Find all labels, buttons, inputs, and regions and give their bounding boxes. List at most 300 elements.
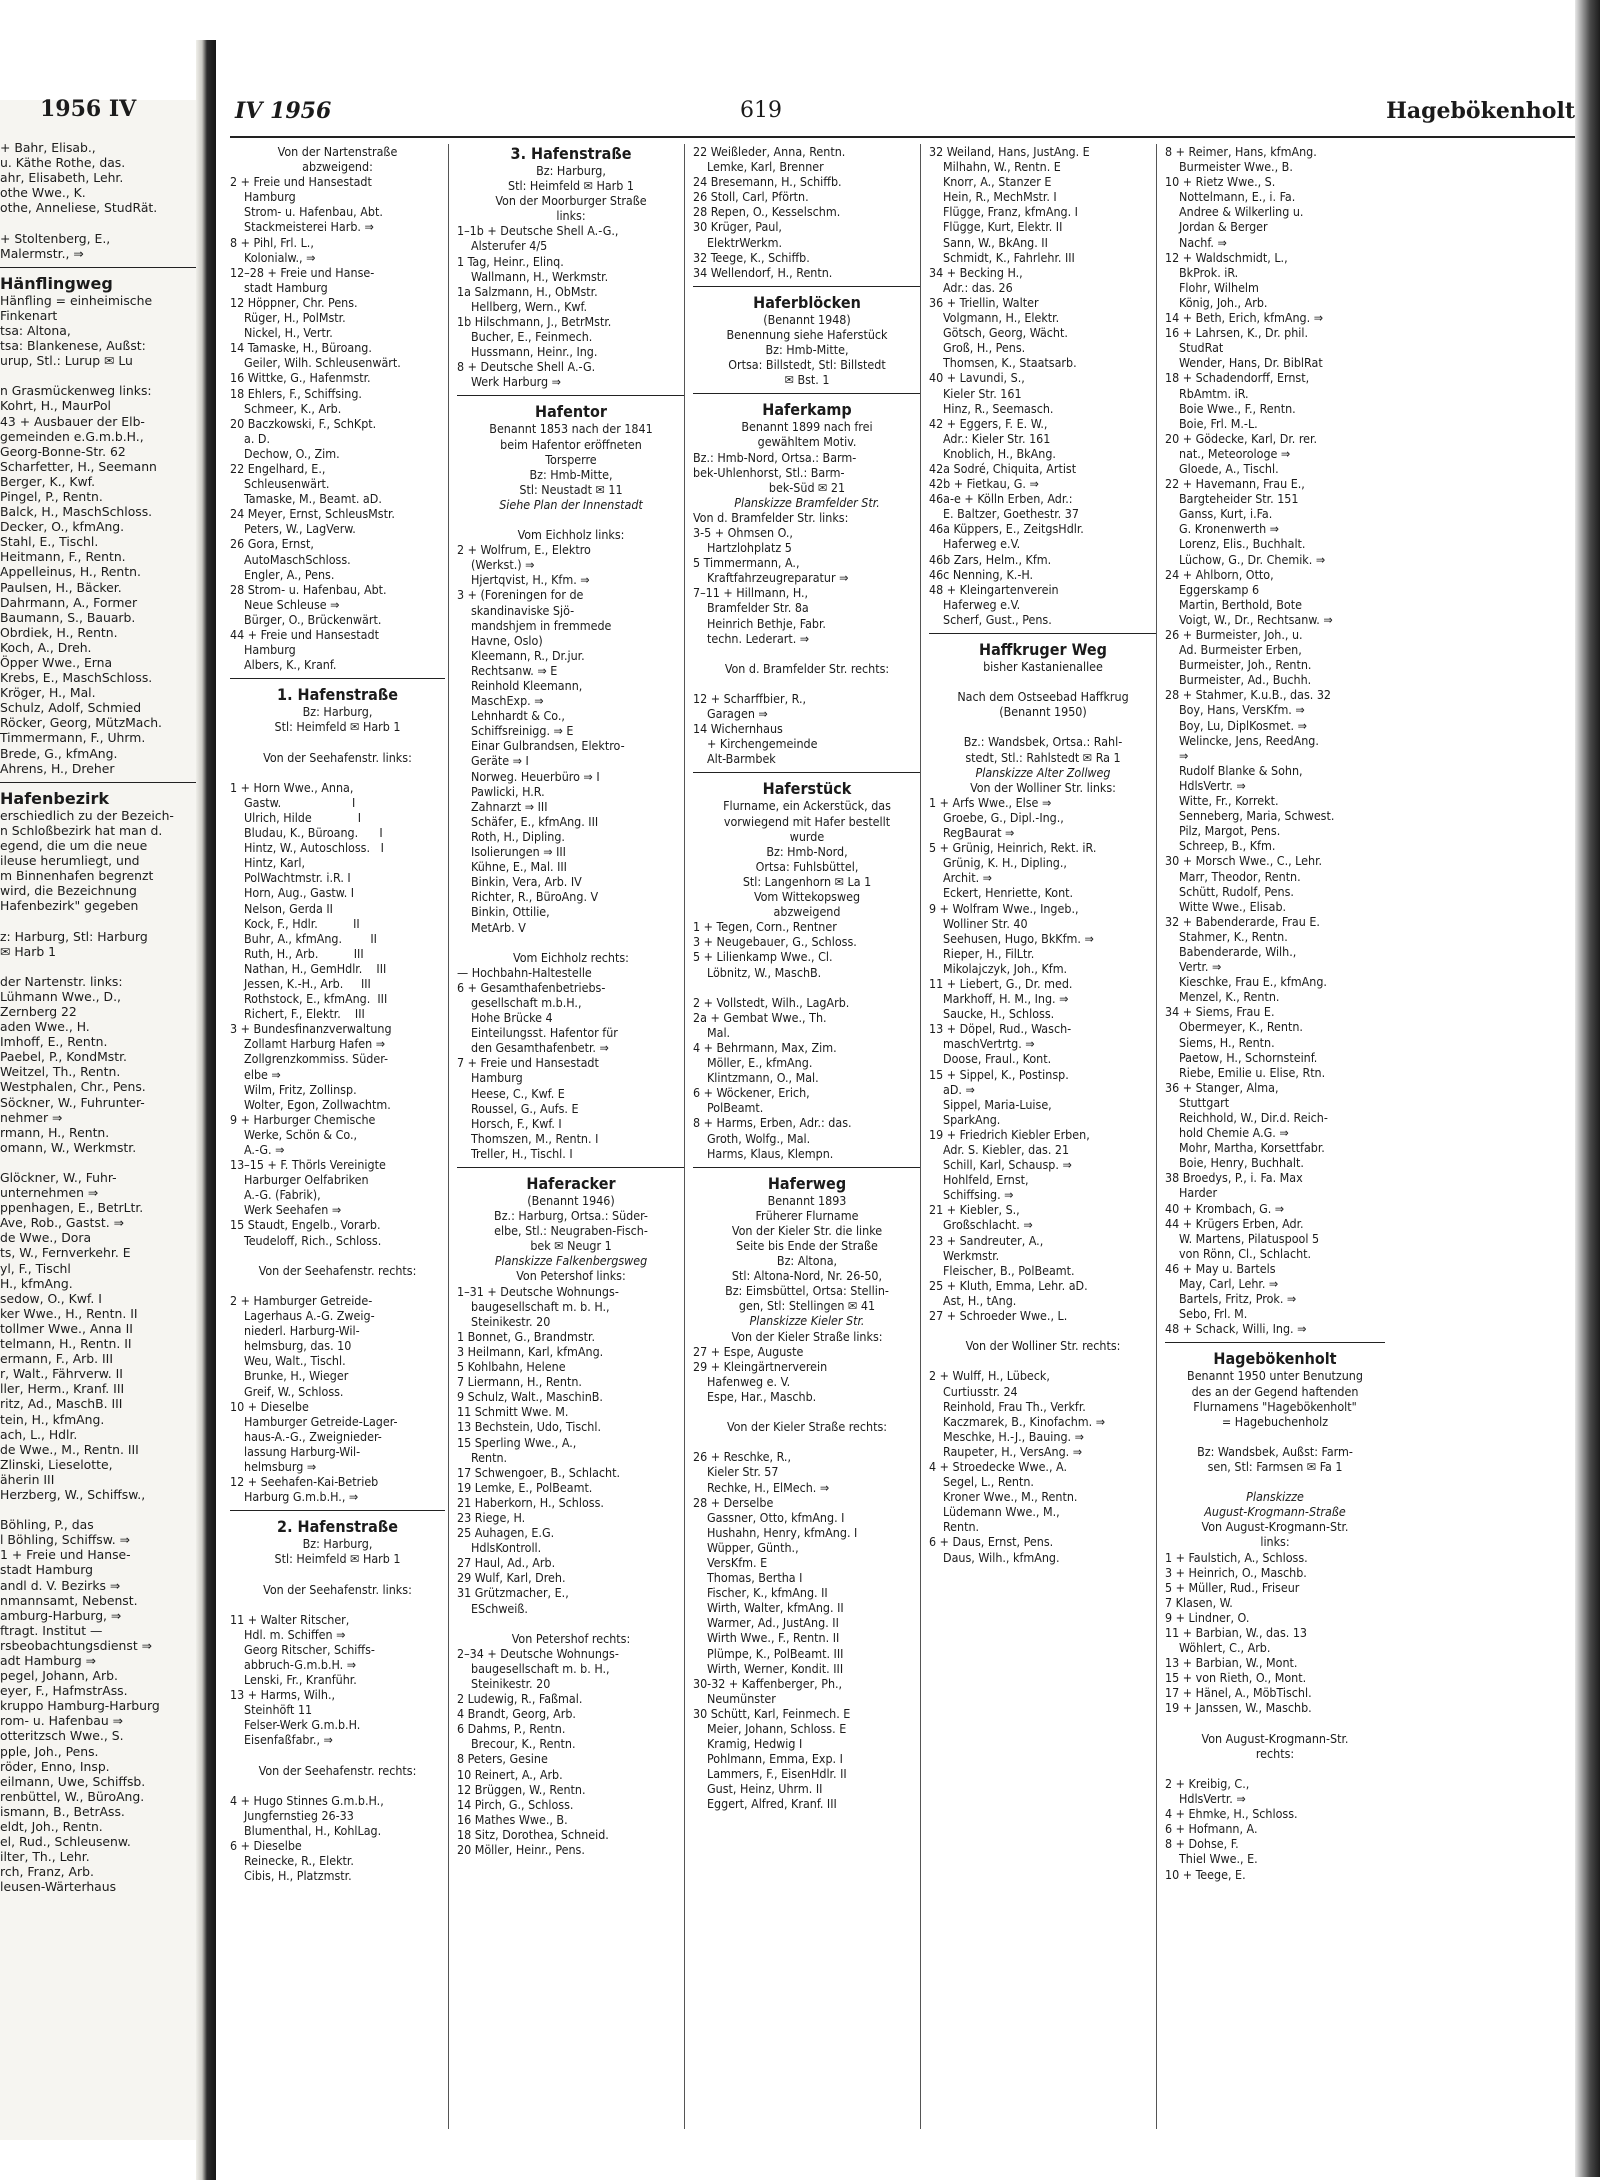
resident-line: Rentn.: [943, 1519, 980, 1535]
resident-line: Schreep, B., Kfm.: [1179, 838, 1276, 854]
resident-line: Alt-Barmbek: [707, 751, 776, 767]
resident-line: Wirth, Werner, Kondit. III: [707, 1660, 844, 1676]
entry-line: Zernberg 22: [0, 1003, 77, 1019]
column-3: [684, 144, 921, 2129]
resident-line: Nickel, H., Vertr.: [244, 325, 333, 341]
entry-line: 16 + Lahrsen, K., Dr. phil.: [1165, 325, 1309, 341]
street-note: bek-Süd ✉ 21: [768, 479, 846, 495]
resident-line: Adr. S. Kiebler, das. 21: [943, 1142, 1070, 1157]
resident-line: Pawlicki, H.R.: [471, 783, 545, 799]
resident-line: Garagen ⇒: [707, 706, 768, 722]
entry-line: 4 + Stroedecke Wwe., A.: [929, 1458, 1067, 1474]
resident-line: Schmidt, K., Fahrlehr. III: [943, 249, 1075, 265]
resident-line: BkProk. iR.: [1179, 264, 1239, 280]
left-page-header: 1956 IV: [40, 96, 137, 122]
street-note: links:: [556, 208, 586, 224]
directory-page: [220, 90, 1575, 2150]
entry-line: 9 + Lindner, O.: [1165, 1609, 1250, 1625]
resident-line: Hein, R., MechMstr. I: [943, 189, 1057, 205]
entry-line: omann, W., Werkmstr.: [0, 1139, 137, 1155]
resident-line: stadt Hamburg: [244, 279, 328, 295]
resident-line: Kleemann, R., Dr.jur.: [471, 647, 585, 663]
entry-line: Röcker, Georg, MützMach.: [0, 715, 162, 731]
entry-line: 19 Lemke, E., PolBeamt.: [457, 1479, 593, 1495]
entry-line: 6 Dahms, P., Rentn.: [457, 1721, 566, 1737]
entry-line: 10 + Rietz Wwe., S.: [1165, 174, 1276, 190]
left-page-sliver: [0, 100, 200, 2140]
entry-line: andl d. V. Bezirks ⇒: [0, 1577, 121, 1593]
resident-line: Steinikestr. 20: [471, 1676, 551, 1691]
street-note: Bz: Wandsbek, Außst: Farm-: [1197, 1443, 1353, 1459]
book-gutter: [196, 40, 216, 2180]
entry-line: 13 + Barbian, W., Mont.: [1165, 1655, 1298, 1671]
street-note: gen, Stl: Stellingen ✉ 41: [738, 1298, 876, 1314]
entry-line: 11 Schmitt Wwe. M.: [457, 1404, 569, 1420]
entry-line: Hänfling = einheimische: [0, 292, 153, 308]
resident-line: Kraftfahrzeugreparatur ⇒: [707, 570, 849, 586]
entry-line: eldt, Joh., Rentn.: [0, 1819, 103, 1835]
resident-line: Thomszen, M., Rentn. I: [471, 1130, 599, 1146]
street-heading: Hafenbezirk: [0, 782, 200, 808]
resident-line: Siems, H., Rentn.: [1179, 1034, 1275, 1050]
resident-line: Lemke, Karl, Brenner: [707, 159, 824, 175]
resident-line: Richert, F., Elektr. III: [244, 1006, 365, 1022]
street-note: Vom Eichholz rechts:: [513, 949, 629, 965]
entry-line: Paebel, P., KondMstr.: [0, 1049, 128, 1065]
entry-line: Westphalen, Chr., Pens.: [0, 1079, 146, 1095]
entry-line: 34 Wellendorf, H., Rentn.: [693, 264, 833, 280]
resident-line: Fischer, K., kfmAng. II: [707, 1585, 828, 1601]
entry-line: — Hochbahn-Haltestelle: [457, 964, 592, 980]
street-heading: Hafentor: [457, 395, 685, 421]
entry-line: 2 + Wulff, H., Lübeck,: [929, 1368, 1050, 1384]
entry-line: 2 + Freie und Hansestadt: [230, 174, 372, 190]
street-note: Ortsa: Billstedt, Stl: Billstedt: [728, 357, 886, 373]
entry-line: u. Käthe Rothe, das.: [0, 155, 126, 171]
entry-line: 15 + von Rieth, O., Mont.: [1165, 1670, 1307, 1686]
entry-line: Berger, K., Kwf.: [0, 473, 96, 489]
entry-line: 12 + Waldschmidt, L.,: [1165, 249, 1288, 265]
entry-line: ✉ Harb 1: [0, 943, 57, 959]
map-reference: Planskizze Bramfelder Str.: [734, 494, 880, 510]
resident-line: Zahnarzt ⇒ III: [471, 798, 548, 814]
resident-line: maschVertrtg. ⇒: [943, 1036, 1035, 1052]
resident-line: Gloede, A., Tischl.: [1179, 460, 1279, 476]
entry-line: ermann, F., Arb. III: [0, 1351, 113, 1367]
entry-line: kruppo Hamburg-Harburg: [0, 1698, 160, 1714]
resident-line: Teudeloff, Rich., Schloss.: [244, 1232, 382, 1248]
page-edge-shadow: [1575, 0, 1600, 2177]
resident-line: Raupeter, H., VersAng. ⇒: [943, 1443, 1083, 1459]
resident-line: Bramfelder Str. 8a: [707, 600, 809, 616]
street-note: (Benannt 1948): [763, 311, 851, 327]
resident-line: HdlsKontroll.: [471, 1540, 542, 1556]
street-note: abzweigend: [773, 904, 841, 920]
entry-line: de Wwe., Dora: [0, 1230, 92, 1246]
entry-line: 9 + Harburger Chemische: [230, 1111, 376, 1127]
resident-line: Ad. Burmeister Erben,: [1179, 642, 1302, 658]
resident-line: Wirth Wwe., F., Rentn. II: [707, 1630, 840, 1646]
entry-line: 1 + Faulstich, A., Schloss.: [1165, 1549, 1308, 1565]
entry-line: ker Wwe., H., Rentn. II: [0, 1305, 138, 1321]
street-note: Von der Kieler Straße links:: [731, 1328, 883, 1344]
resident-line: Einteilungsst. Hafentor für: [471, 1025, 618, 1041]
entry-line: 3 + Neugebauer, G., Schloss.: [693, 934, 857, 950]
resident-line: Daus, Wilh., kfmAng.: [943, 1549, 1060, 1565]
entry-line: 5 + Lilienkamp Wwe., Cl.: [693, 949, 833, 965]
entry-line: 3 + (Foreningen for de: [457, 587, 584, 603]
street-note: Bz: Hmb-Mitte,: [529, 466, 613, 482]
entry-line: Scharfetter, H., Seemann: [0, 458, 157, 474]
resident-line: Heese, C., Kwf. E: [471, 1085, 565, 1101]
entry-line: H., kfmAng.: [0, 1275, 73, 1291]
resident-line: Mal.: [707, 1024, 731, 1040]
resident-line: Flügge, Franz, kfmAng. I: [943, 204, 1078, 220]
resident-line: Neue Schleuse ⇒: [244, 596, 340, 612]
resident-line: Boie, Henry, Buchhalt.: [1179, 1155, 1304, 1171]
entry-line: 10 Reinert, A., Arb.: [457, 1766, 563, 1782]
street-note: Bz: Hmb-Nord,: [766, 843, 848, 859]
resident-line: helmsburg, das. 10: [244, 1338, 352, 1354]
resident-line: Lehnhardt & Co.,: [471, 708, 565, 724]
entry-line: Baumann, S., Bauarb.: [0, 609, 136, 625]
entry-line: 2 Ludewig, R., Faßmal.: [457, 1691, 583, 1707]
entry-line: 7 + Freie und Hansestadt: [457, 1055, 599, 1071]
entry-line: 11 + Walter Ritscher,: [230, 1611, 350, 1627]
street-heading: Haferweg: [693, 1167, 921, 1193]
resident-line: Milhahn, W., Rentn. E: [943, 159, 1061, 175]
resident-line: hold Chemie A.G. ⇒: [1179, 1125, 1289, 1141]
entry-line: 2 + Vollstedt, Wilh., LagArb.: [693, 994, 850, 1010]
entry-line: 5 Kohlbahn, Helene: [457, 1359, 566, 1375]
resident-line: Espe, Har., Maschb.: [707, 1388, 817, 1404]
entry-line: 21 Haberkorn, H., Schloss.: [457, 1494, 604, 1510]
resident-line: Hohlfeld, Ernst,: [943, 1172, 1029, 1188]
entry-line: 1a Salzmann, H., ObMstr.: [457, 283, 598, 299]
resident-line: Hartzlohplatz 5: [707, 540, 792, 556]
resident-line: Reinhold Kleemann,: [471, 678, 583, 693]
street-note: ✉ Bst. 1: [784, 372, 830, 388]
resident-line: Lenski, Fr., Kranführ.: [244, 1672, 357, 1688]
street-note: Von der Seehafenstr. rechts:: [258, 1262, 417, 1278]
column-4: [920, 144, 1157, 2129]
entry-line: 3 Heilmann, Karl, kfmAng.: [457, 1343, 604, 1359]
entry-line: [1165, 1474, 1385, 1489]
resident-line: PolBeamt.: [707, 1100, 764, 1116]
resident-line: Mikolajczyk, Joh., Kfm.: [943, 960, 1068, 976]
running-head-right: Hagebökenholt: [1386, 98, 1575, 124]
street-heading: 3. Hafenstraße: [510, 144, 632, 163]
entry-line: Brede, G., kfmAng.: [0, 745, 118, 761]
resident-line: Ganss, Kurt, i.Fa.: [1179, 506, 1273, 522]
entry-line: 46a Küppers, E., ZeitgsHdlr.: [929, 521, 1084, 537]
street-note: Stl: Heimfeld ✉ Harb 1: [274, 1551, 401, 1567]
entry-line: 2a + Gembat Wwe., Th.: [693, 1009, 827, 1025]
resident-line: Hussmann, Heinr., Ing.: [471, 344, 598, 360]
entry-line: 8 + Pihl, Frl. L.,: [230, 234, 314, 250]
street-heading: Haffkruger Weg: [929, 633, 1157, 659]
resident-line: Möller, E., kfmAng.: [707, 1055, 813, 1071]
entry-line: 5 + Müller, Rud., Friseur: [1165, 1579, 1300, 1595]
resident-line: Zollgrenzkommiss. Süder-: [244, 1051, 389, 1067]
entry-line: 44 + Krügers Erben, Adr.: [1165, 1215, 1304, 1231]
street-note: abzweigend:: [302, 159, 373, 175]
entry-line: [0, 1502, 200, 1517]
entry-line: Dahrmann, A., Former: [0, 594, 138, 610]
resident-line: VersKfm. E: [707, 1554, 768, 1570]
entry-line: leusen-Wärterhaus: [0, 1879, 117, 1895]
entry-line: 18 Ehlers, F., Schiffsing.: [230, 385, 362, 401]
entry-line: 15 Sperling Wwe., A.,: [457, 1434, 577, 1450]
resident-line: Welincke, Jens, ReedAng.: [1179, 732, 1319, 748]
entry-line: 8 + Dohse, F.: [1165, 1836, 1239, 1852]
resident-line: Warmer, Ad., JustAng. II: [707, 1615, 839, 1631]
entry-line: 29 Wulf, Karl, Dreh.: [457, 1570, 566, 1586]
resident-line: Groebe, G., Dipl.-Ing.,: [943, 809, 1064, 825]
entry-line: 14 Tamaske, H., Büroang.: [230, 340, 372, 356]
entry-line: [230, 1748, 445, 1763]
resident-line: RbAmtm. iR.: [1179, 385, 1249, 401]
entry-line: Weitzel, Th., Rentn.: [0, 1064, 121, 1080]
resident-line: Knoblich, H., BkAng.: [943, 445, 1056, 461]
resident-line: Witte Wwe., Elisab.: [1179, 898, 1287, 914]
resident-line: Schiffsreinigg. ⇒ E: [471, 723, 574, 739]
entry-line: 3 + Heinrich, O., Maschb.: [1165, 1564, 1307, 1580]
resident-line: Norweg. Heuerbüro ⇒ I: [471, 768, 600, 784]
resident-line: Hafenweg e. V.: [707, 1373, 791, 1389]
entry-line: 17 Schwengoer, B., Schlacht.: [457, 1464, 621, 1480]
entry-line: stadt Hamburg: [0, 1562, 94, 1578]
entry-line: [929, 719, 1157, 734]
resident-line: Schäfer, E., kfmAng. III: [471, 813, 599, 829]
street-note: beim Hafentor eröffneten: [500, 436, 642, 452]
entry-line: 24 + Ahlborn, Otto,: [1165, 566, 1274, 582]
map-reference: Siehe Plan der Innenstadt: [499, 496, 643, 512]
entry-line: [693, 1404, 921, 1419]
resident-line: Werke, Schön & Co.,: [244, 1126, 358, 1142]
street-note: Von der Wolliner Str. links:: [970, 779, 1116, 795]
resident-line: Boie Wwe., F., Rentn.: [1179, 400, 1296, 416]
entry-line: pegel, Johann, Arb.: [0, 1668, 118, 1684]
entry-line: Pingel, P., Rentn.: [0, 488, 103, 504]
entry-line: 27 Haul, Ad., Arb.: [457, 1555, 556, 1571]
resident-line: Eckert, Henriette, Kont.: [943, 885, 1074, 901]
street-note: Von August-Krogmann-Str.: [1201, 1730, 1349, 1746]
street-note: Seite bis Ende der Straße: [736, 1238, 878, 1253]
map-reference: Planskizze Kieler Str.: [749, 1313, 865, 1329]
entry-line: [457, 935, 685, 950]
entry-line: + Bahr, Elisab.,: [0, 140, 96, 155]
entry-line: 19 + Janssen, W., Maschb.: [1165, 1700, 1312, 1716]
resident-line: Löbnitz, W., MaschB.: [707, 964, 822, 980]
entry-line: [693, 646, 921, 661]
resident-line: Wirth, Walter, kfmAng. II: [707, 1600, 844, 1616]
resident-line: Tamaske, M., Beamt. aD.: [244, 491, 382, 507]
entry-line: de Wwe., M., Rentn. III: [0, 1441, 139, 1457]
resident-line: AutoMaschSchloss.: [244, 551, 351, 567]
resident-line: Jessen, K.-H., Arb. III: [244, 975, 371, 991]
resident-line: Hamburger Getreide-Lager-: [244, 1413, 398, 1429]
street-note: Früherer Flurname: [755, 1207, 859, 1223]
entry-line: 28 + Stahmer, K.u.B., das. 32: [1165, 687, 1332, 703]
entry-line: 11 + Barbian, W., das. 13: [1165, 1625, 1308, 1640]
entry-line: 2 + Wolfrum, E., Elektro: [457, 542, 591, 558]
resident-line: Werk Harburg ⇒: [471, 374, 561, 390]
street-note: (Benannt 1946): [527, 1193, 615, 1208]
resident-line: Havne, Oslo): [471, 632, 543, 648]
resident-line: Reichhold, W., Dir.d. Reich-: [1179, 1110, 1328, 1125]
entry-line: 27 + Espe, Auguste: [693, 1343, 804, 1359]
entry-line: 4 + Behrmann, Max, Zim.: [693, 1039, 837, 1055]
resident-line: Obermeyer, K., Rentn.: [1179, 1019, 1303, 1035]
resident-line: ElektrWerkm.: [707, 234, 782, 250]
entry-line: Krebs, E., MaschSchloss.: [0, 670, 153, 686]
resident-line: Steinikestr. 20: [471, 1313, 551, 1329]
entry-line: pple, Joh., Pens.: [0, 1743, 99, 1759]
resident-line: niederl. Harburg-Wil-: [244, 1323, 360, 1339]
entry-line: 8 + Harms, Erben, Adr.: das.: [693, 1115, 852, 1131]
entry-line: 22 + Havemann, Frau E.,: [1165, 476, 1305, 492]
street-note: Vom Eichholz links:: [517, 527, 625, 543]
resident-line: Großschlacht. ⇒: [943, 1217, 1033, 1233]
entry-line: 28 + Derselbe: [693, 1494, 774, 1510]
entry-line: 19 + Friedrich Kiebler Erben,: [929, 1126, 1090, 1142]
map-reference: Planskizze Alter Zollweg: [975, 764, 1111, 780]
entry-line: othe Wwe., K.: [0, 185, 86, 201]
entry-line: 23 Riege, H.: [457, 1509, 526, 1525]
entry-line: Malermstr., ⇒: [0, 245, 84, 261]
resident-line: Treller, H., Tischl. I: [471, 1145, 573, 1161]
entry-line: Stahl, E., Tischl.: [0, 534, 99, 550]
resident-line: Stuttgart: [1179, 1094, 1230, 1110]
entry-line: [230, 1566, 445, 1581]
resident-line: Klintzmann, O., Mal.: [707, 1070, 819, 1086]
resident-line: Meier, Johann, Schloss. E: [707, 1721, 847, 1736]
street-note: Bz: Hmb-Mitte,: [765, 342, 849, 358]
resident-line: techn. Lederart. ⇒: [707, 630, 810, 646]
entry-line: Ave, Rob., Gastst. ⇒: [0, 1215, 124, 1231]
entry-line: [230, 1778, 445, 1793]
entry-line: 26 Stoll, Carl, Pförtn.: [693, 189, 809, 205]
entry-line: + Stoltenberg, E.,: [0, 230, 111, 246]
entry-line: bek-Uhlenhorst, Stl.: Barm-: [693, 464, 845, 480]
map-reference: Planskizze Falkenbergsweg: [494, 1253, 648, 1269]
resident-line: Markhoff, H. M., Ing. ⇒: [943, 991, 1069, 1007]
entry-line: 1 Bonnet, G., Brandmstr.: [457, 1328, 596, 1344]
resident-line: Nelson, Gerda II: [244, 900, 333, 916]
entry-line: 1 + Horn Wwe., Anna,: [230, 779, 354, 795]
entry-line: 36 + Triellin, Walter: [929, 294, 1039, 310]
entry-line: 42 + Eggers, F. E. W.,: [929, 415, 1048, 431]
resident-line: Riebe, Emilie u. Elise, Rtn.: [1179, 1064, 1326, 1080]
street-note: Bz: Altona,: [776, 1253, 838, 1269]
entry-line: 44 + Freie und Hansestadt: [230, 627, 379, 642]
resident-line: Wolliner Str. 40: [943, 915, 1028, 931]
entry-line: 7 Klasen, W.: [1165, 1594, 1233, 1610]
resident-line: Harder: [1179, 1185, 1218, 1201]
resident-line: ⇒: [1179, 747, 1189, 763]
street-note: sen, Stl: Farmsen ✉ Fa 1: [1207, 1458, 1343, 1474]
entry-line: 3 + Bundesfinanzverwaltung: [230, 1021, 392, 1037]
resident-line: Harburg G.m.b.H., ⇒: [244, 1489, 359, 1505]
resident-line: Voigt, W., Dr., Rechtsanw. ⇒: [1179, 611, 1333, 627]
entry-line: ileuse herumliegt, und: [0, 853, 140, 869]
entry-line: 14 Wichernhaus: [693, 721, 783, 737]
resident-line: Paetow, H., Schornsteinf.: [1179, 1049, 1318, 1065]
entry-line: amburg-Harburg, ⇒: [0, 1607, 122, 1623]
entry-line: [457, 1616, 685, 1631]
entry-line: ts, W., Fernverkehr. E: [0, 1245, 131, 1261]
resident-line: Ruth, H., Arb. III: [244, 945, 364, 961]
entry-line: 14 + Beth, Erich, kfmAng. ⇒: [1165, 310, 1324, 326]
entry-line: Balck, H., MaschSchloss.: [0, 504, 153, 520]
resident-line: Bürger, O., Brückenwärt.: [244, 611, 382, 627]
resident-line: May, Carl, Lehr. ⇒: [1179, 1276, 1279, 1292]
entry-line: Hafenbezirk" gegeben: [0, 898, 139, 914]
entry-line: rch, Franz, Arb.: [0, 1864, 94, 1880]
entry-line: renbüttel, W., BüroAng.: [0, 1788, 145, 1804]
resident-line: Lüchow, G., Dr. Chemik. ⇒: [1179, 551, 1326, 567]
resident-line: Boy, Lu, DiplKosmet. ⇒: [1179, 717, 1307, 733]
entry-line: 29 + Kleingärtnerverein: [693, 1358, 828, 1374]
entry-line: 46 + May u. Bartels: [1165, 1260, 1276, 1276]
entry-line: ismann, B., BetrAss.: [0, 1803, 125, 1819]
entry-line: tsa: Altona,: [0, 322, 71, 338]
entry-line: Appelleinus, H., Rentn.: [0, 564, 141, 580]
resident-line: Adr.: das. 26: [943, 279, 1013, 295]
entry-line: 8 Peters, Gesine: [457, 1751, 548, 1767]
resident-line: W. Martens, Pilatuspool 5: [1179, 1230, 1320, 1246]
resident-line: abbruch-G.m.b.H. ⇒: [244, 1657, 357, 1672]
entry-line: [230, 765, 445, 780]
resident-line: Binkin, Ottilie,: [471, 904, 550, 920]
entry-line: 48 + Schack, Willi, Ing. ⇒: [1165, 1321, 1307, 1337]
resident-line: Rüger, H., PolMstr.: [244, 310, 346, 326]
entry-line: egend, die um die neue: [0, 837, 148, 853]
street-note: Nach dem Ostseebad Haffkrug: [957, 689, 1129, 705]
entry-line: l Böhling, Schiffsw. ⇒: [0, 1532, 131, 1548]
resident-line: Sann, W., BkAng. II: [943, 234, 1048, 250]
resident-line: Alsterufer 4/5: [471, 238, 548, 254]
entry-line: 1–31 + Deutsche Wohnungs-: [457, 1283, 619, 1299]
entry-line: Böhling, P., das: [0, 1517, 94, 1533]
resident-line: Greif, W., Schloss.: [244, 1383, 344, 1399]
street-note: Bz: Harburg,: [302, 704, 373, 720]
entry-line: othe, Anneliese, StudRät.: [0, 200, 158, 216]
entry-line: 1 + Arfs Wwe., Else ⇒: [929, 794, 1052, 810]
entry-line: 24 Meyer, Ernst, SchleusMstr.: [230, 506, 395, 522]
resident-line: Lüdemann Wwe., M.,: [943, 1504, 1060, 1520]
resident-line: Grünig, K. H., Dipling.,: [943, 855, 1067, 871]
resident-line: G. Kronenwerth ⇒: [1179, 521, 1280, 537]
resident-line: Bucher, E., Feinmech.: [471, 329, 593, 345]
entry-line: 40 + Lavundi, S.,: [929, 370, 1025, 386]
entry-line: 12–28 + Freie und Hanse-: [230, 264, 375, 280]
entry-line: 40 + Krombach, G. ⇒: [1165, 1200, 1285, 1216]
street-note: Von Petershof links:: [516, 1268, 626, 1284]
resident-line: Hdl. m. Schiffen ⇒: [244, 1626, 346, 1642]
resident-line: von Rönn, Cl., Schlacht.: [1179, 1245, 1312, 1261]
entry-line: 12 Brüggen, W., Rentn.: [457, 1781, 586, 1797]
entry-line: 32 Teege, K., Schiffb.: [693, 249, 810, 265]
entry-line: [0, 1155, 200, 1170]
entry-line: [0, 913, 200, 928]
entry-line: [457, 512, 685, 527]
entry-line: 1–1b + Deutsche Shell A.-G.,: [457, 223, 619, 239]
entry-line: 25 + Kluth, Emma, Lehr. aD.: [929, 1277, 1088, 1293]
entry-line: erschiedlich zu der Bezeich-: [0, 807, 174, 823]
entry-line: 30-32 + Kaffenberger, Ph.,: [693, 1675, 843, 1691]
